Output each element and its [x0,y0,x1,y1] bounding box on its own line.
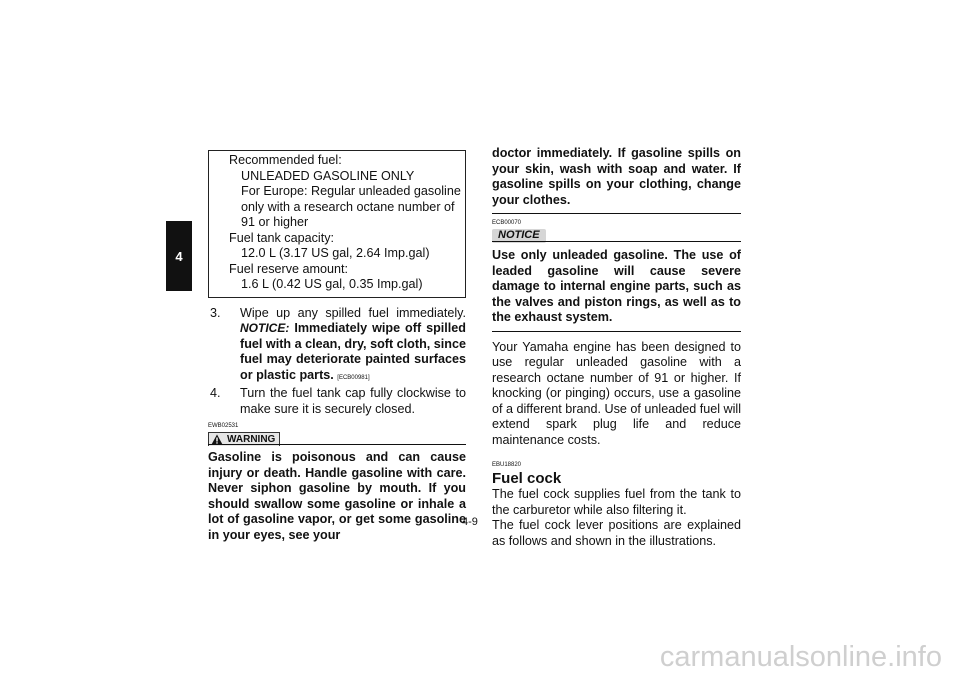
right-column [492,146,741,549]
fuel-cock-code: EBU18820 [492,462,522,468]
fuel-cock-paragraph-2: The fuel cock lever positions are explained as follows and shown in the illustrations. [492,518,741,548]
step-text: Turn the fuel tank cap fully clockwise to make sure it is securely closed. [240,386,466,416]
fuel-cock-heading: Fuel cock [492,470,562,487]
notice-rule [492,241,741,242]
step-number: 4. [210,386,221,400]
warning-text-continued: doctor immediately. If gasoline spills on your skin, wash with soap and water. If gasoline spills on your clothing, change your clothes. [492,146,741,207]
step-item [208,306,466,387]
fuel-cock-paragraph-1: The fuel cock supplies fuel from the tank to the carburetor while also filtering it. [492,487,741,517]
chapter-tab [166,221,192,291]
warning-text: Gasoline is poisonous and can cause injury or death. Handle gasoline with care. Never siphon gasoline by mouth. If you should swallow some gasoline or inhale a lot of gasoline vapor, or get some gasoline in your eyes, see your [208,450,466,542]
warning-banner [208,432,466,446]
fuel-reserve-label: Fuel reserve amount: [229,261,348,276]
notice-text: Use only unleaded gasoline. The use of leaded gasoline will cause severe damage to internal engine parts, such as the valves and piston rings, as well as to the exhaust system. [492,248,741,324]
watermark: carmanualsonline.info [659,641,942,673]
engine-paragraph: Your Yamaha engine has been designed to use regular unleaded gasoline with a research octane number of 91 or higher. If knocking (or pinging) occurs, use a gasoline of a different brand. Use of unleaded fuel will extend spark plug life and reduce maintenance costs. [492,339,742,447]
refuel-steps-list [208,306,466,418]
step-text [240,306,466,387]
notice-badge: NOTICE [492,229,546,243]
warning-end-rule [492,213,741,214]
step-instruction: Wipe up any spilled fuel immediately. [240,305,466,320]
step-item [208,386,466,417]
left-column [208,150,466,543]
chapter-tab-number: 4 [175,248,183,264]
fuel-tank-capacity-label: Fuel tank capacity: [229,230,334,245]
fuel-spec-box [208,150,466,298]
page-number: 4-9 [462,516,478,528]
inline-notice-text: Immediately wipe off spilled fuel with a clean, dry, soft cloth, since fuel may deteriorate painted surfaces or plastic parts. [240,321,467,382]
inline-notice-code: [ECB00981] [337,374,370,381]
notice-end-rule [492,331,741,332]
europe-fuel-note: For Europe: Regular unleaded gasoline only with a research octane number of 91 or higher [241,184,461,229]
warning-label: WARNING [227,433,276,445]
warning-code: EWB02531 [208,423,239,429]
notice-code: ECB00070 [492,220,522,226]
fuel-tank-capacity-value: 12.0 L (3.17 US gal, 2.64 Imp.gal) [241,246,430,260]
recommended-fuel-value: UNLEADED GASOLINE ONLY [241,168,415,183]
step-number: 3. [210,305,221,320]
inline-notice-label: NOTICE: [240,321,290,335]
fuel-reserve-value: 1.6 L (0.42 US gal, 0.35 Imp.gal) [241,277,423,291]
warning-rule [208,444,466,445]
notice-banner [492,229,741,243]
recommended-fuel-label: Recommended fuel: [229,153,342,167]
